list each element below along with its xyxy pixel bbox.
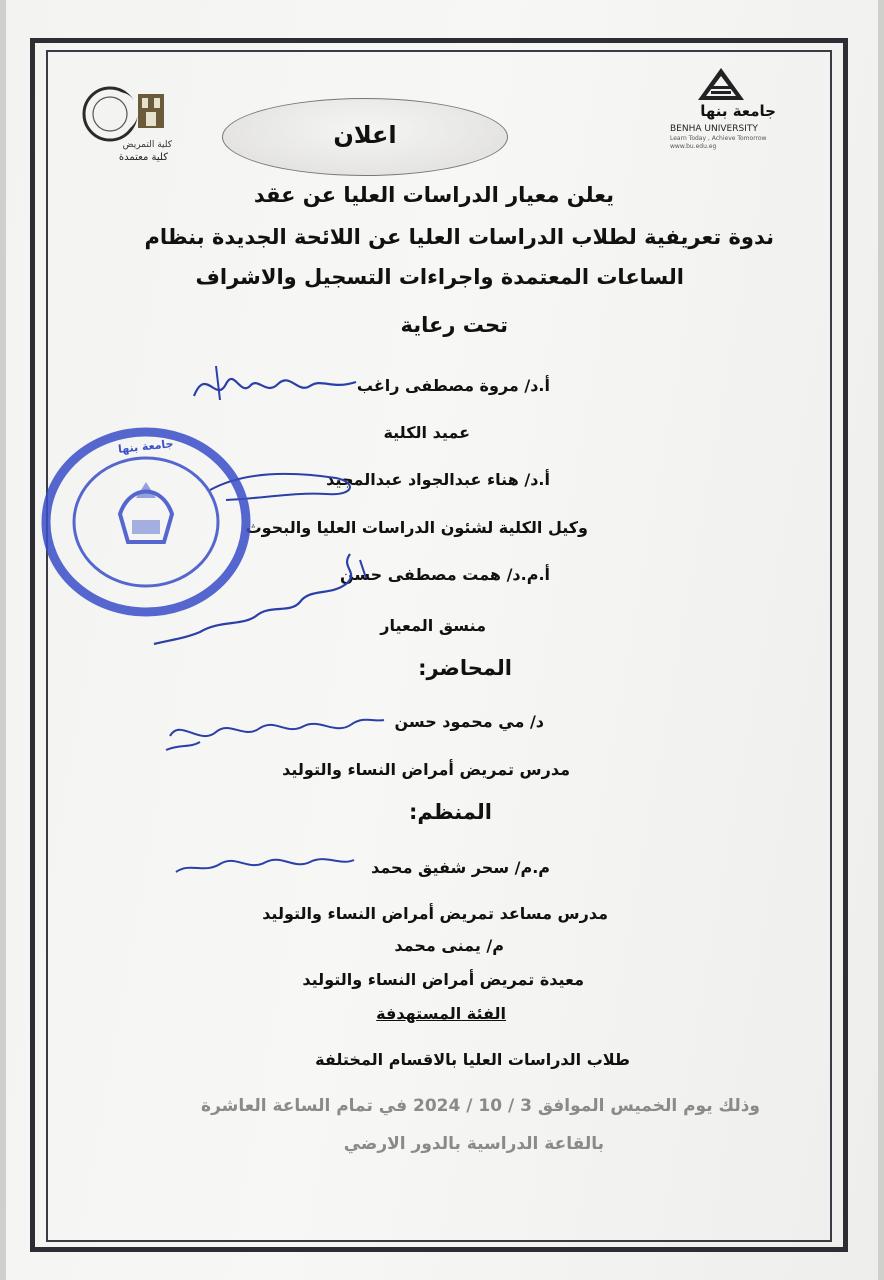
faculty-logo-line1: كلية التمريض [122, 140, 172, 150]
university-tagline: Learn Today , Achieve Tomorrow [670, 135, 767, 142]
university-arabic-name: جامعة بنها [700, 102, 776, 120]
university-logo [666, 66, 776, 156]
lecturer-name: د/ مي محمود حسن [394, 712, 544, 731]
schedule-line2: بالقاعة الدراسية بالدور الارضي [343, 1134, 604, 1154]
lecturer-heading: المحاضر: [418, 656, 512, 680]
organizer-name: م.م/ سحر شفيق محمد [371, 858, 550, 877]
faculty-logo [72, 86, 182, 166]
organizer-heading: المنظم: [408, 800, 492, 824]
announcement-line1: يعلن معيار الدراسات العليا عن عقد [253, 183, 614, 207]
organizer-title: مدرس مساعد تمريض أمراض النساء والتوليد [262, 904, 608, 923]
dean-signature-text [190, 384, 194, 385]
sponsorship-heading: تحت رعاية [400, 313, 508, 337]
announcement-line2: ندوة تعريفية لطلاب الدراسات العليا عن اللائحة الجديدة بنظام [144, 225, 774, 249]
university-url: www.bu.edu.eg [670, 143, 717, 150]
demonstrator-name: م/ يمنى محمد [394, 936, 504, 955]
university-english-name: BENHA UNIVERSITY [670, 124, 758, 134]
coordinator-title: منسق المعيار [380, 616, 486, 635]
schedule-line1: وذلك يوم الخميس الموافق 3 / 10 / 2024 في تمام الساعة العاشرة [201, 1096, 760, 1116]
faculty-logo-line2: كلية معتمدة [118, 152, 168, 163]
lecturer-signature-text [240, 720, 246, 721]
target-heading: الفئة المستهدفة [376, 1004, 506, 1023]
university-emblem-icon [696, 66, 746, 102]
coordinator-signature-text [200, 566, 207, 567]
announcement-line3: الساعات المعتمدة واجراءات التسجيل والاشراف [195, 265, 684, 289]
dean-title: عميد الكلية [383, 423, 470, 442]
coordinator-name: أ.م.د/ همت مصطفى حسن [339, 565, 550, 584]
organizer-signature-text [220, 858, 229, 859]
crescent-logo-icon [72, 86, 182, 142]
target-audience: طلاب الدراسات العليا بالاقسام المختلفة [315, 1050, 630, 1069]
title-oval [222, 98, 508, 176]
vice-dean-title: وكيل الكلية لشئون الدراسات العليا والبحوث [245, 518, 588, 537]
dean-name: أ.د/ مروة مصطفى راغب [356, 376, 550, 395]
demonstrator-title: معيدة تمريض أمراض النساء والتوليد [302, 970, 584, 989]
stamp-text: جامعة بنها [117, 437, 175, 456]
lecturer-title: مدرس تمريض أمراض النساء والتوليد [282, 760, 570, 779]
announcement-title: اعلان [333, 121, 397, 149]
vice-dean-name: أ.د/ هناء عبدالجواد عبدالمجيد [326, 470, 550, 489]
